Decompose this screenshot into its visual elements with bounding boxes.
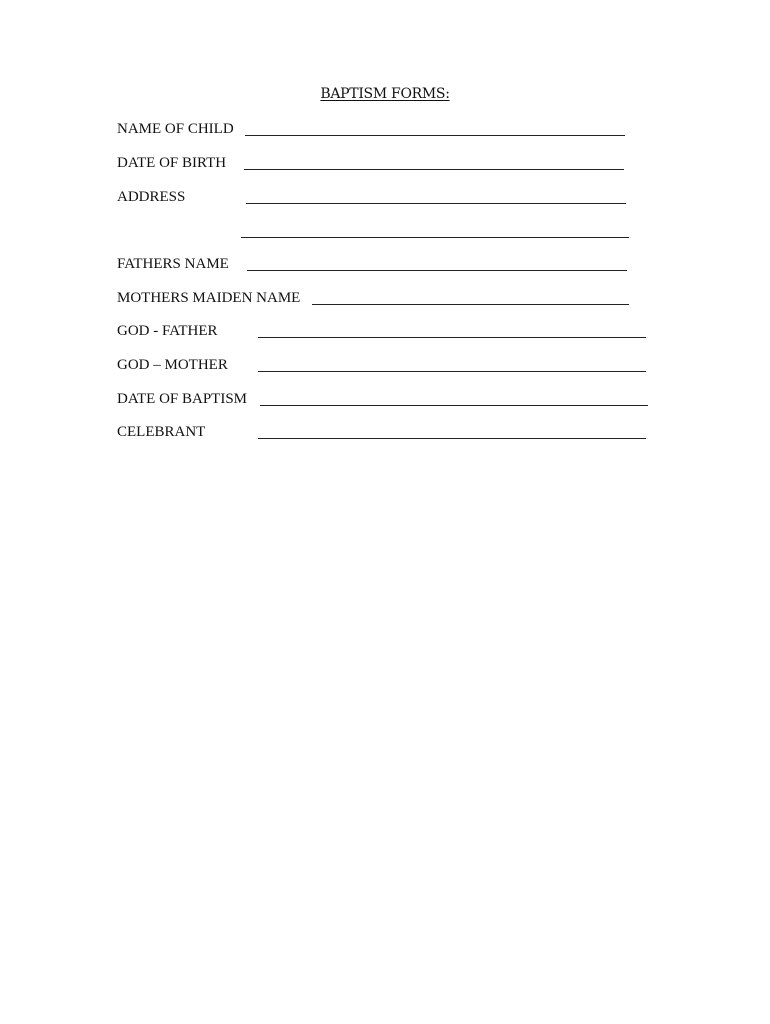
mothers-maiden-name-line[interactable] [312, 304, 629, 305]
field-label: GOD - FATHER [117, 323, 218, 339]
god-father-line[interactable] [258, 337, 646, 338]
god-mother-line[interactable] [258, 371, 646, 372]
page-title: BAPTISM FORMS: [320, 86, 450, 102]
field-label: DATE OF BIRTH [117, 155, 227, 171]
address-line-1[interactable] [246, 203, 626, 204]
field-god-mother [0, 356, 770, 376]
field-mothers-maiden-name [0, 289, 770, 309]
field-label: GOD – MOTHER [117, 357, 228, 373]
field-label: ADDRESS [117, 189, 186, 205]
date-of-baptism-line[interactable] [260, 405, 648, 406]
field-name-of-child [0, 120, 770, 140]
field-label: DATE OF BAPTISM [117, 391, 248, 407]
field-date-of-birth [0, 154, 770, 174]
field-address [0, 188, 770, 208]
field-address-continued [0, 222, 770, 242]
date-of-birth-line[interactable] [244, 169, 624, 170]
fathers-name-line[interactable] [247, 270, 627, 271]
field-fathers-name [0, 255, 770, 275]
field-god-father [0, 322, 770, 342]
field-label: MOTHERS MAIDEN NAME [117, 290, 301, 306]
field-label: FATHERS NAME [117, 256, 229, 272]
name-of-child-line[interactable] [245, 135, 625, 136]
field-label: NAME OF CHILD [117, 121, 234, 137]
celebrant-line[interactable] [258, 438, 646, 439]
address-line-2[interactable] [241, 237, 629, 238]
field-celebrant [0, 423, 770, 443]
field-date-of-baptism [0, 390, 770, 410]
field-label: CELEBRANT [117, 424, 206, 440]
